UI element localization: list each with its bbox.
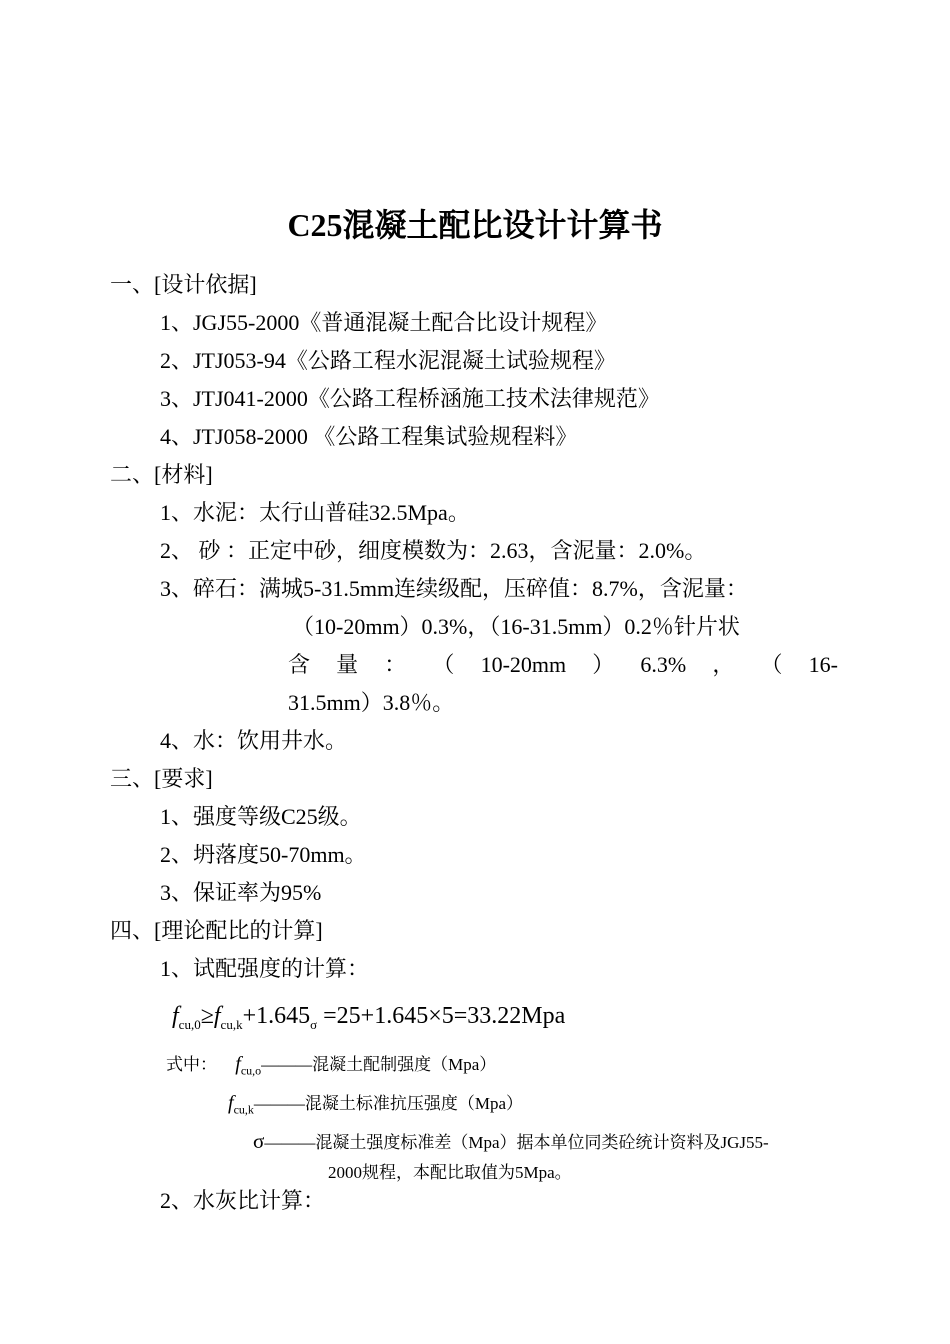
formula-rhs: =25+1.645×5=33.22Mpa: [317, 1003, 566, 1029]
note-2-sub: cu,k: [233, 1102, 254, 1117]
note-line-3-cont: 2000规程，本配比取值为5Mpa。: [328, 1163, 572, 1182]
requirement-item-1: 1、强度等级C25级。: [160, 804, 362, 829]
material-item-3: 3、碎石：满城5-31.5mm连续级配，压碎值：8.7%，含泥量：: [160, 576, 748, 601]
basis-item-2: 2、JTJ053-94《公路工程水泥混凝土试验规程》: [160, 348, 616, 373]
note-line-3: [253, 1128, 769, 1154]
material-item-3-cont-1: （10-20mm）0.3%，（16-31.5mm）0.2％针片状: [292, 614, 740, 639]
note-1-sub: cu,o: [240, 1063, 262, 1078]
formula-mid: +1.645: [242, 1003, 311, 1029]
basis-item-3: 3、JTJ041-2000《公路工程桥涵施工技术法律规范》: [160, 386, 660, 411]
cont2-part: 含: [288, 652, 311, 677]
cont2-part: 量: [336, 652, 359, 677]
formula-sub: cu,k: [220, 1016, 243, 1032]
section-4-heading: 四、[理论配比的计算]: [110, 918, 323, 943]
material-item-1: 1、水泥：太行山普硅32.5Mpa。: [160, 500, 470, 525]
formula-sigma: σ: [310, 1016, 318, 1032]
requirement-item-2: 2、坍落度50-70mm。: [160, 842, 367, 867]
formula-f-symbol: f: [213, 1003, 221, 1029]
material-item-3-cont-3: 31.5mm）3.8％。: [288, 690, 455, 715]
note-2-text: ———混凝土标准抗压强度（Mpa）: [253, 1094, 524, 1113]
basis-item-4: 4、JTJ058-2000 《公路工程集试验规程料》: [160, 424, 578, 449]
section-1-heading: 一、[设计依据]: [110, 272, 257, 297]
note-prefix: 式中：: [166, 1055, 217, 1074]
formula-operator: ≥: [200, 1003, 214, 1029]
cont2-part: 6.3%: [640, 652, 687, 677]
note-2-symbol: f: [228, 1092, 234, 1114]
cont2-part: ：: [384, 652, 407, 677]
cont2-part: ）: [592, 652, 615, 677]
note-line-2: [228, 1089, 523, 1117]
cont2-part: （: [760, 652, 783, 677]
material-item-2: 2、 砂 ：正定中砂，细度模数为：2.63，含泥量：2.0%。: [160, 538, 707, 563]
cont2-part: 16-: [808, 652, 838, 677]
cont2-part: 10-20mm: [480, 652, 567, 677]
formula-sub: cu,0: [178, 1016, 201, 1032]
note-1-symbol: f: [235, 1053, 241, 1075]
cont2-part: ，: [712, 652, 735, 677]
requirement-item-3: 3、保证率为95%: [160, 880, 322, 905]
basis-item-1: 1、JGJ55-2000《普通混凝土配合比设计规程》: [160, 310, 608, 335]
strength-formula: [172, 1002, 565, 1032]
note-3-symbol: σ: [253, 1129, 265, 1153]
material-item-3-cont-2: [288, 652, 838, 678]
section-3-heading: 三、[要求]: [110, 766, 213, 791]
note-line-1: [166, 1050, 496, 1078]
calc-item-1: 1、试配强度的计算：: [160, 956, 370, 981]
calc-item-2: 2、水灰比计算：: [160, 1188, 326, 1213]
section-2-heading: 二、[材料]: [110, 462, 213, 487]
material-item-4: 4、水：饮用井水。: [160, 728, 348, 753]
note-1-text: ———混凝土配制强度（Mpa）: [261, 1055, 497, 1074]
note-3-text: ———混凝土强度标准差（Mpa）据本单位同类砼统计资料及JGJ55-: [264, 1133, 769, 1152]
cont2-part: （: [432, 652, 455, 677]
formula-f-symbol: f: [172, 1003, 179, 1029]
document-title: C25混凝土配比设计计算书: [287, 207, 663, 243]
